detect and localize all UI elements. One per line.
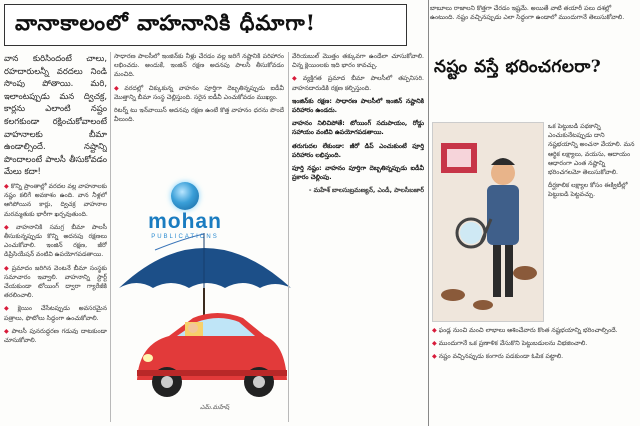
column-divider <box>288 52 289 422</box>
column-2 <box>114 52 284 164</box>
col1-para-5: ◆ పాలసీ పునరుద్ధరణ గడువు దాటకుండా చూసుకోవాలి. <box>4 327 107 344</box>
investor-illustration <box>432 122 544 322</box>
col3-para-2: ◆ వ్యక్తిగత ప్రమాద బీమా పాలసీలో తప్పనిసరి. వాహనదారుడికి రక్షణ కల్పిస్తుంది. <box>292 75 424 92</box>
col1-para-1: ◆ కొన్ని ప్రాంతాల్లో వరదల వల్ల వాహనాలకు నష్టం కలిగే అవకాశం ఉంది. వాన నీళ్లలో ఆగిపోయిన కార్లు, ద్విచక్ర వాహనాల మరమ్మతుకు భారీగా ఖర్చవుతుంది. <box>4 182 107 218</box>
illustrator-signature: ఎమ్.మహేష్ <box>200 404 230 411</box>
bullet-icon: ◆ <box>4 223 15 231</box>
section-divider <box>428 0 429 426</box>
col1-para-2: ◆ వాహనానికి సమగ్ర బీమా పాలసీ తీసుకున్నప్పుడు కొన్ని అదనపు రక్షణలు ఎంచుకోవాలి. ఇంజిన్ రక్షణ, జీరో డిప్రిసియేషన్ వంటివి ఉపయోగపడతాయి. <box>4 223 107 259</box>
byline: - మహేశ్ బాలసుబ్రమణ్యన్, ఎండీ, పాలసీబజార్ <box>308 187 424 195</box>
right-bottom-para-3: ◆ నష్టం వచ్చినప్పుడు కంగారు పడకుండా ఓపిక పట్టాలి. <box>432 353 564 361</box>
col1-para-3: ◆ ప్రమాదం జరిగిన వెంటనే బీమా సంస్థకు సమాచారం ఇవ్వాలి. వాహనాన్ని స్టార్ట్ చేయకుండా టోయింగ్ ద్వారా గ్యారేజీకి తరలించాలి. <box>4 264 107 300</box>
umbrella-car-illustration <box>115 168 293 422</box>
right-bottom-para-2: ◆ ముందుగానే ఒక ప్రణాళిక వేసుకొని పెట్టుబడులను విభజించాలి. <box>432 340 588 348</box>
col2-para-3: రిటర్న్ టు ఇన్‌వాయిస్ అదనపు రక్షణ ఉంటే కొత్త వాహనం ధరను పొందే వీలుంది. <box>114 107 284 124</box>
col3-para-1: వేరియబుల్ మొత్తం తక్కువగా ఉండేలా చూసుకోవాలి. చిన్న క్లెయింలకు ఇది భారం కావచ్చు. <box>292 53 424 70</box>
column-1 <box>4 52 107 422</box>
right-top-text: బాబూలు రాజాలని కొత్తగా చేరడం ఇష్టమే. అయితే వాటి తయారీ పలు దశల్లో ఉంటుంది. నష్టం వచ్చినప్పుడు ఎలా సిద్ధంగా ఉండాలో ముందుగానే తెలుసుకోవాలి. <box>430 5 625 21</box>
col3-para-4: వాహనం నిలిచిపోతే: టోయింగ్ సదుపాయం, రోడ్డు సహాయం వంటివి ఉపయోగపడతాయి. <box>292 120 424 137</box>
col3-para-3: ఇంజిన్‌కు రక్షణ: సాధారణ పాలసీలో ఇంజిన్ నష్టానికి పరిహారం ఉండదు. <box>292 97 424 115</box>
headline-box <box>4 4 407 46</box>
bullet-icon: ◆ <box>4 305 16 313</box>
right-bottom-text <box>432 326 636 422</box>
bullet-icon: ◆ <box>114 84 123 92</box>
logo-subtitle: PUBLICATIONS <box>151 234 219 240</box>
headline: వానాకాలంలో వాహనానికి ధీమాగా! <box>15 9 316 35</box>
column-divider <box>110 52 111 422</box>
col3-para-5: తరుగుదల లేకుండా: జీరో డిప్ ఎంచుకుంటే పూర్తి పరిహారం లభిస్తుంది. <box>292 142 424 159</box>
column-3 <box>292 52 424 422</box>
magnifier-man-icon <box>433 123 544 322</box>
col3-para-6: పూర్తి నష్టం: వాహనం పూర్తిగా దెబ్బతిన్నప్పుడు ఐడీవీ ప్రకారం చెల్లింపు. <box>292 165 424 182</box>
col1-para-4: ◆ క్లెయిం చేసేటప్పుడు అవసరమైన పత్రాలు, ఫొటోలు సిద్ధంగా ఉంచుకోవాలి. <box>4 305 107 322</box>
umbrella-car-icon <box>115 168 293 422</box>
col2-para-2: ◆ వరదల్లో చిక్కుకున్న వాహనం పూర్తిగా దెబ్బతిన్నప్పుడు ఐడీవీ మొత్తాన్ని బీమా సంస్థ చెల్లిస్తుంది. సరైన ఐడీవీ ఎంచుకోవడం ముఖ్యం. <box>114 84 284 101</box>
right-bottom-para-1: ◆ ఫండ్ల నుంచి మంచి లాభాలు ఆశించేవారు కొంత నష్టభయాన్ని భరించాల్సిందే. <box>432 327 618 334</box>
right-side-para-2: దీర్ఘకాలిక లక్ష్యాల కోసం ఈక్విటీల్లో పెట్టుబడి పెట్టవచ్చు. <box>548 182 628 199</box>
bullet-icon: ◆ <box>292 75 301 83</box>
bullet-icon: ◆ <box>432 327 437 334</box>
intro-text: వాన కురిసిందంటే చాలు, రహదారులన్నీ వరదలు నిండి సొంపు పోతాయి. మరి, ఇలాంటప్పుడు మన ద్విచక్ర, కార్లను ఎలాంటి నష్టం కలగకుండా రక్షించుకోవాలంటే వాహనాలకు బీమా ఉండాల్సిందే. నష్టాన్ని పొందాలంటే పాలసీ తీసుకోవడం మేలు కదా! <box>4 53 107 177</box>
bullet-icon: ◆ <box>432 340 437 348</box>
bullet-icon: ◆ <box>4 264 10 272</box>
right-side-para-1: ఒక పెట్టుబడి పథకాన్ని ఎంచుకునేటప్పుడు దాని నష్టభయాన్ని అంచనా వేయాలి. మన ఆర్థిక లక్ష్యాలు, వయసు, ఆదాయం ఆధారంగా ఎంత నష్టాన్ని భరించగలమో తెలుసుకోవాలి. <box>548 123 635 177</box>
right-headline: నష్టం వస్తే భరించగలరా? <box>434 57 602 77</box>
bullet-icon: ◆ <box>432 353 437 361</box>
col2-para-1: సాధారణ పాలసీలో ఇంజిన్‌కు నీళ్లు చేరడం వల్ల జరిగే నష్టానికి పరిహారం లభించదు. అందుకే, ఇంజిన్ రక్షణ అదనపు పాలసీ తీసుకోవడం మంచిది. <box>114 53 284 79</box>
bullet-icon: ◆ <box>4 182 9 190</box>
logo-name: mohan <box>148 210 222 233</box>
right-side-text <box>548 122 636 322</box>
bullet-icon: ◆ <box>4 327 10 335</box>
